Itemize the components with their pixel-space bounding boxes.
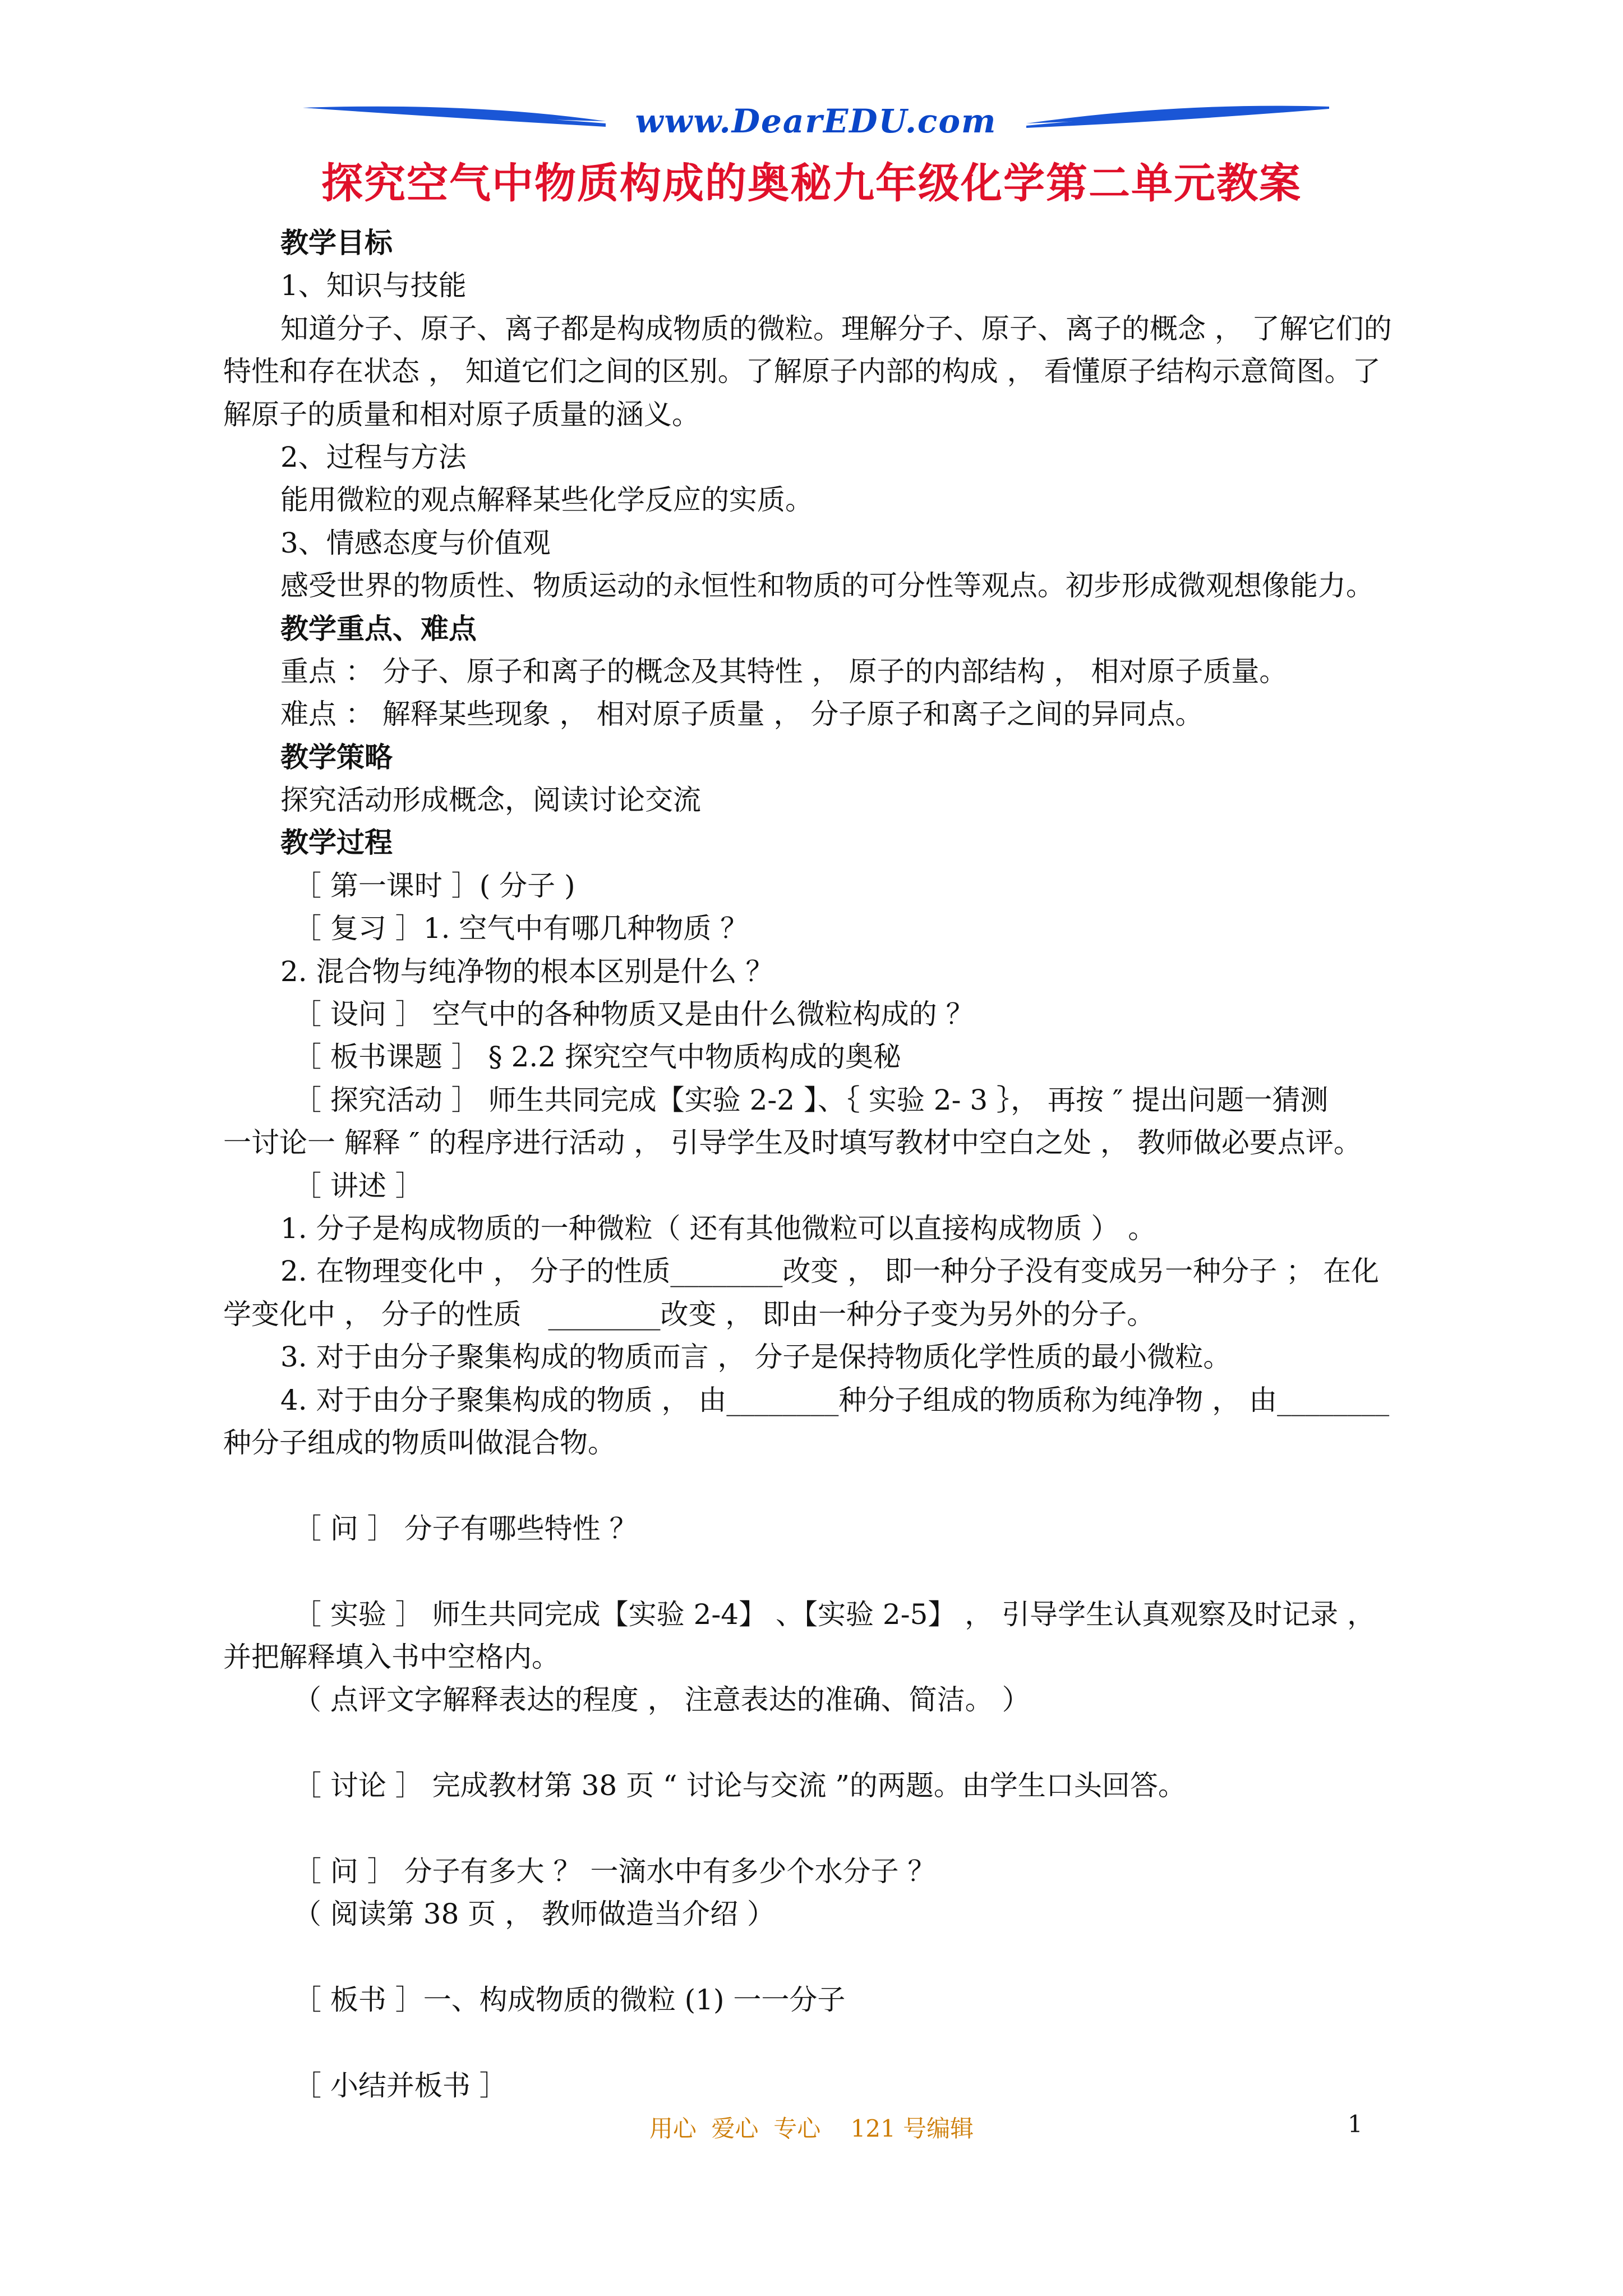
text-line: 知道分子、原子、离子都是构成物质的微粒。理解分子、原子、离子的概念 ， 了解它们的 <box>280 312 1392 345</box>
text-line: 3、情感态度与价值观 <box>280 526 551 559</box>
text-line: ［ 探究活动 ］ 师生共同完成【实验 2-2 】、｛ 实验 2- 3 ｝， 再按 ″ 提出问题一猜测 <box>293 1083 1329 1116</box>
text-line: 2. 在物理变化中 ， 分子的性质________改变 ， 即一种分子没有变成另一种分子 ； 在化 <box>280 1255 1379 1288</box>
text-line: 2、过程与方法 <box>280 440 467 473</box>
text-line: （ 阅读第 38 页 ， 教师做造当介绍 ） <box>293 1898 775 1931</box>
page-number: 1 <box>1348 2110 1363 2138</box>
text-line: 探究活动形成概念，阅读讨论交流 <box>280 784 701 817</box>
text-line: 种分子组成的物质叫做混合物。 <box>223 1426 616 1459</box>
text-line: 解原子的质量和相对原子质量的涵义。 <box>223 398 700 431</box>
text-line: ［ 板书课题 ］ § 2.2 探究空气中物质构成的奥秘 <box>293 1041 901 1074</box>
text-line: ［ 实验 ］ 师生共同完成【实验 2-4】 、【实验 2-5】 ， 引导学生认真观察及时记录 ， <box>293 1598 1376 1631</box>
text-line: 1、知识与技能 <box>280 269 467 302</box>
text-line: 感受世界的物质性、物质运动的永恒性和物质的可分性等观点。初步形成微观想像能力。 <box>280 569 1374 602</box>
blank-line <box>223 1464 1423 1507</box>
text-line: 1. 分子是构成物质的一种微粒（ 还有其他微粒可以直接构成物质 ） 。 <box>280 1212 1156 1245</box>
text-line: 重点 ： 分子、原子和离子的概念及其特性 ， 原子的内部结构 ， 相对原子质量。 <box>280 655 1288 688</box>
text-line: 一讨论一 解释 ″ 的程序进行活动 ， 引导学生及时填写教材中空白之处 ， 教师做必要点评。 <box>223 1126 1362 1159</box>
text-line: 4. 对于由分子聚集构成的物质 ， 由________种分子组成的物质称为纯净物 ， 由________ <box>280 1383 1390 1416</box>
text-line: 并把解释填入书中空格内。 <box>223 1640 560 1673</box>
text-line: 难点 ： 解释某些现象 ， 相对原子质量 ， 分子原子和离子之间的异同点。 <box>280 698 1204 731</box>
text-line: 学变化中 ， 分子的性质 ________改变 ， 即由一种分子变为另外的分子。 <box>223 1297 1155 1331</box>
section-heading-strategy: 教学策略 <box>280 740 393 774</box>
blank-line <box>223 2021 1423 2064</box>
blank-line <box>223 1722 1423 1764</box>
site-url: www.DearEDU.com <box>635 102 997 140</box>
blank-line <box>223 1936 1423 1978</box>
blank-line <box>223 1550 1423 1593</box>
text-line: ［ 设问 ］ 空气中的各种物质又是由什么微粒构成的 ？ <box>293 998 974 1031</box>
text-line: ［ 板书 ］一、构成物质的微粒 (1) 一一分子 <box>293 1984 846 2017</box>
footer-slogan: 用心 爱心 专心 121 号编辑 <box>649 2115 974 2142</box>
section-heading-key-points: 教学重点、难点 <box>280 611 477 645</box>
section-heading-process: 教学过程 <box>280 826 393 859</box>
text-line: ［ 讲述 ］ <box>293 1169 423 1202</box>
text-line: ［ 讨论 ］ 完成教材第 38 页 “ 讨论与交流 ”的两题。由学生口头回答。 <box>293 1769 1186 1802</box>
text-line: 能用微粒的观点解释某些化学反应的实质。 <box>280 484 813 517</box>
section-heading-objectives: 教学目标 <box>280 226 393 259</box>
text-line: ［ 第一课时 ］( 分子 ) <box>293 869 575 902</box>
blank-line <box>223 1807 1423 1849</box>
text-line: 3. 对于由分子聚集构成的物质而言 ， 分子是保持物质化学性质的最小微粒。 <box>280 1341 1232 1374</box>
text-line: 2. 混合物与纯净物的根本区别是什么 ？ <box>280 955 774 988</box>
text-line: （ 点评文字解释表达的程度 ， 注意表达的准确、简洁。 ） <box>293 1683 1030 1717</box>
text-line: ［ 小结并板书 ］ <box>293 2069 508 2102</box>
document-body <box>223 222 1423 2107</box>
document-title: 探究空气中物质构成的奥秘九年级化学第二单元教案 <box>321 159 1302 208</box>
text-line: ［ 问 ］ 分子有哪些特性 ？ <box>293 1512 638 1545</box>
text-line: 特性和存在状态 ， 知道它们之间的区别。了解原子内部的构成 ， 看懂原子结构示意简图。了 <box>223 355 1381 388</box>
text-line: ［ 问 ］ 分子有多大 ？ 一滴水中有多少个水分子 ？ <box>293 1855 936 1888</box>
site-banner <box>303 101 1329 140</box>
text-line: ［ 复习 ］1. 空气中有哪几种物质 ？ <box>293 912 749 945</box>
